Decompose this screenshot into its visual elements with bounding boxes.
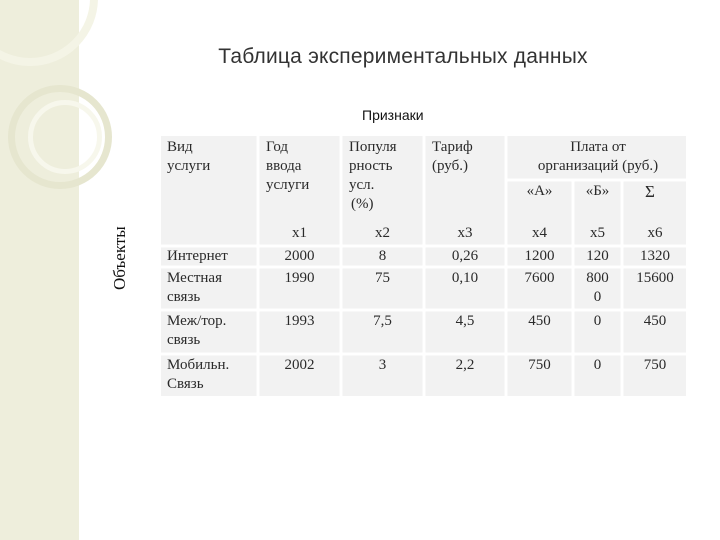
decorative-side-bar xyxy=(0,0,79,540)
header-x3: x3 xyxy=(457,225,473,241)
cell-x6: 750 xyxy=(643,357,667,373)
header-sub-a: «А» xyxy=(526,183,553,199)
header-payment: Плата от организаций (руб.) xyxy=(537,139,659,174)
cell-x4: 750 xyxy=(528,357,551,373)
cell-x5: 0 xyxy=(593,357,602,373)
cell-x1: 1993 xyxy=(284,313,315,329)
header-popularity: Популя рность усл. (%) xyxy=(349,139,397,212)
cell-x4: 1200 xyxy=(524,248,555,264)
cell-x3: 0,10 xyxy=(451,270,479,286)
row-name: Местная связь xyxy=(167,270,222,305)
header-x6: x6 xyxy=(647,225,663,241)
cell-x2: 7,5 xyxy=(373,313,392,329)
decorative-ring xyxy=(28,100,102,174)
header-x4: x4 xyxy=(532,225,547,241)
cell-x6: 15600 xyxy=(636,270,674,286)
cell-x1: 2002 xyxy=(284,357,315,373)
cell-x4: 7600 xyxy=(524,270,555,286)
header-x5: x5 xyxy=(590,225,605,241)
header-service-type: Вид услуги xyxy=(167,139,211,174)
header-tariff: Тариф (руб.) xyxy=(432,139,473,174)
row-name: Меж/тор. связь xyxy=(167,313,227,348)
cell-x3: 2,2 xyxy=(455,357,475,373)
header-x1: x1 xyxy=(292,225,307,241)
objects-label: Объекты xyxy=(110,226,129,290)
cell-x6: 1320 xyxy=(640,248,670,264)
cell-x2: 3 xyxy=(378,357,387,373)
header-x2: x2 xyxy=(375,225,390,241)
cell-x3: 4,5 xyxy=(455,313,475,329)
cell-x3: 0,26 xyxy=(451,248,479,264)
row-name: Мобильн. Связь xyxy=(167,357,230,392)
cell-x1: 1990 xyxy=(284,270,315,286)
row-name: Интернет xyxy=(167,248,228,264)
header-year: Год ввода услуги xyxy=(266,139,310,193)
cell-x5: 800 0 xyxy=(586,270,609,305)
header-sub-b: «Б» xyxy=(585,183,610,199)
cell-x2: 75 xyxy=(375,270,390,286)
cell-x5: 120 xyxy=(586,248,609,264)
header-sum-icon: Σ xyxy=(645,182,655,201)
cell-x4: 450 xyxy=(528,313,551,329)
slide-title: Таблица экспериментальных данных xyxy=(218,45,588,68)
cell-x2: 8 xyxy=(378,248,387,264)
data-table xyxy=(157,132,690,400)
features-label: Признаки xyxy=(362,107,424,123)
cell-x6: 450 xyxy=(643,313,667,329)
cell-x1: 2000 xyxy=(284,248,315,264)
cell-x5: 0 xyxy=(593,313,602,329)
